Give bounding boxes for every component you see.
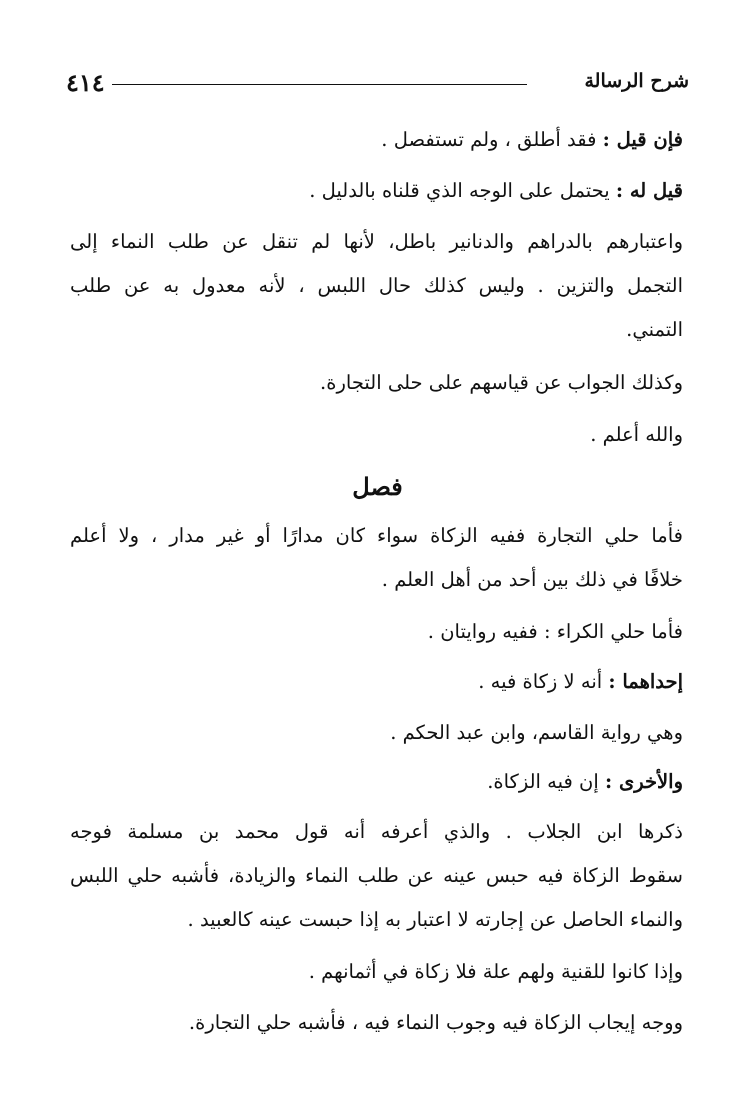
text-line: وإذا كانوا للقنية ولهم علة فلا زكاة في أثمانهم . bbox=[308, 960, 683, 983]
text-line: التمني. bbox=[626, 318, 683, 341]
objection-lead: فإن قيل : bbox=[602, 128, 683, 151]
text-line: واعتبارهم بالدراهم والدنانير باطل، لأنها لم تنقل عن طلب النماء إلى bbox=[70, 230, 683, 253]
paragraph-objection bbox=[381, 130, 683, 150]
page-header bbox=[66, 64, 689, 98]
header-rule bbox=[112, 84, 527, 85]
text-line: والنماء الحاصل عن إجارته لا اعتبار به إذا حبست عينه كالعبيد . bbox=[187, 908, 683, 931]
objection-text: فقد أطلق ، ولم تستفصل . bbox=[381, 128, 603, 151]
reply-lead: قيل له : bbox=[615, 179, 683, 202]
paragraph-first-narration bbox=[478, 672, 683, 692]
text-line: فأما حلي التجارة ففيه الزكاة سواء كان مدارًا أو غير مدار ، ولا أعلم bbox=[70, 524, 683, 547]
text-line: سقوط الزكاة فيه حبس عينه عن طلب النماء والزيادة، فأشبه حلي اللبس bbox=[70, 864, 683, 887]
second-narration-lead: والأخرى : bbox=[604, 770, 683, 793]
running-title: شرح الرسالة bbox=[584, 70, 689, 92]
text-line: وهي رواية القاسم، وابن عبد الحكم . bbox=[390, 721, 683, 744]
first-narration-lead: إحداهما : bbox=[608, 670, 683, 693]
text-line: وكذلك الجواب عن قياسهم على حلى التجارة. bbox=[320, 371, 683, 394]
text-line: التجمل والتزين . وليس كذلك حال اللبس ، لأنه معدول به عن طلب bbox=[70, 274, 683, 297]
section-heading: فصل bbox=[352, 472, 403, 501]
text-line: ذكرها ابن الجلاب . والذي أعرفه أنه قول محمد بن مسلمة فوجه bbox=[70, 820, 683, 843]
text-line: ووجه إيجاب الزكاة فيه وجوب النماء فيه ، فأشبه حلي التجارة. bbox=[188, 1011, 683, 1034]
paragraph-second-narration bbox=[487, 772, 683, 792]
text-line: خلافًا في ذلك بين أحد من أهل العلم . bbox=[381, 568, 683, 591]
reply-text: يحتمل على الوجه الذي قلناه بالدليل . bbox=[309, 179, 616, 202]
text-line: والله أعلم . bbox=[590, 423, 683, 446]
text-line: فأما حلي الكراء : ففيه روايتان . bbox=[427, 620, 683, 643]
second-narration-text: إن فيه الزكاة. bbox=[487, 770, 605, 793]
page-number: ٤١٤ bbox=[66, 68, 105, 97]
first-narration-text: أنه لا زكاة فيه . bbox=[478, 670, 609, 693]
paragraph-reply bbox=[309, 181, 683, 201]
